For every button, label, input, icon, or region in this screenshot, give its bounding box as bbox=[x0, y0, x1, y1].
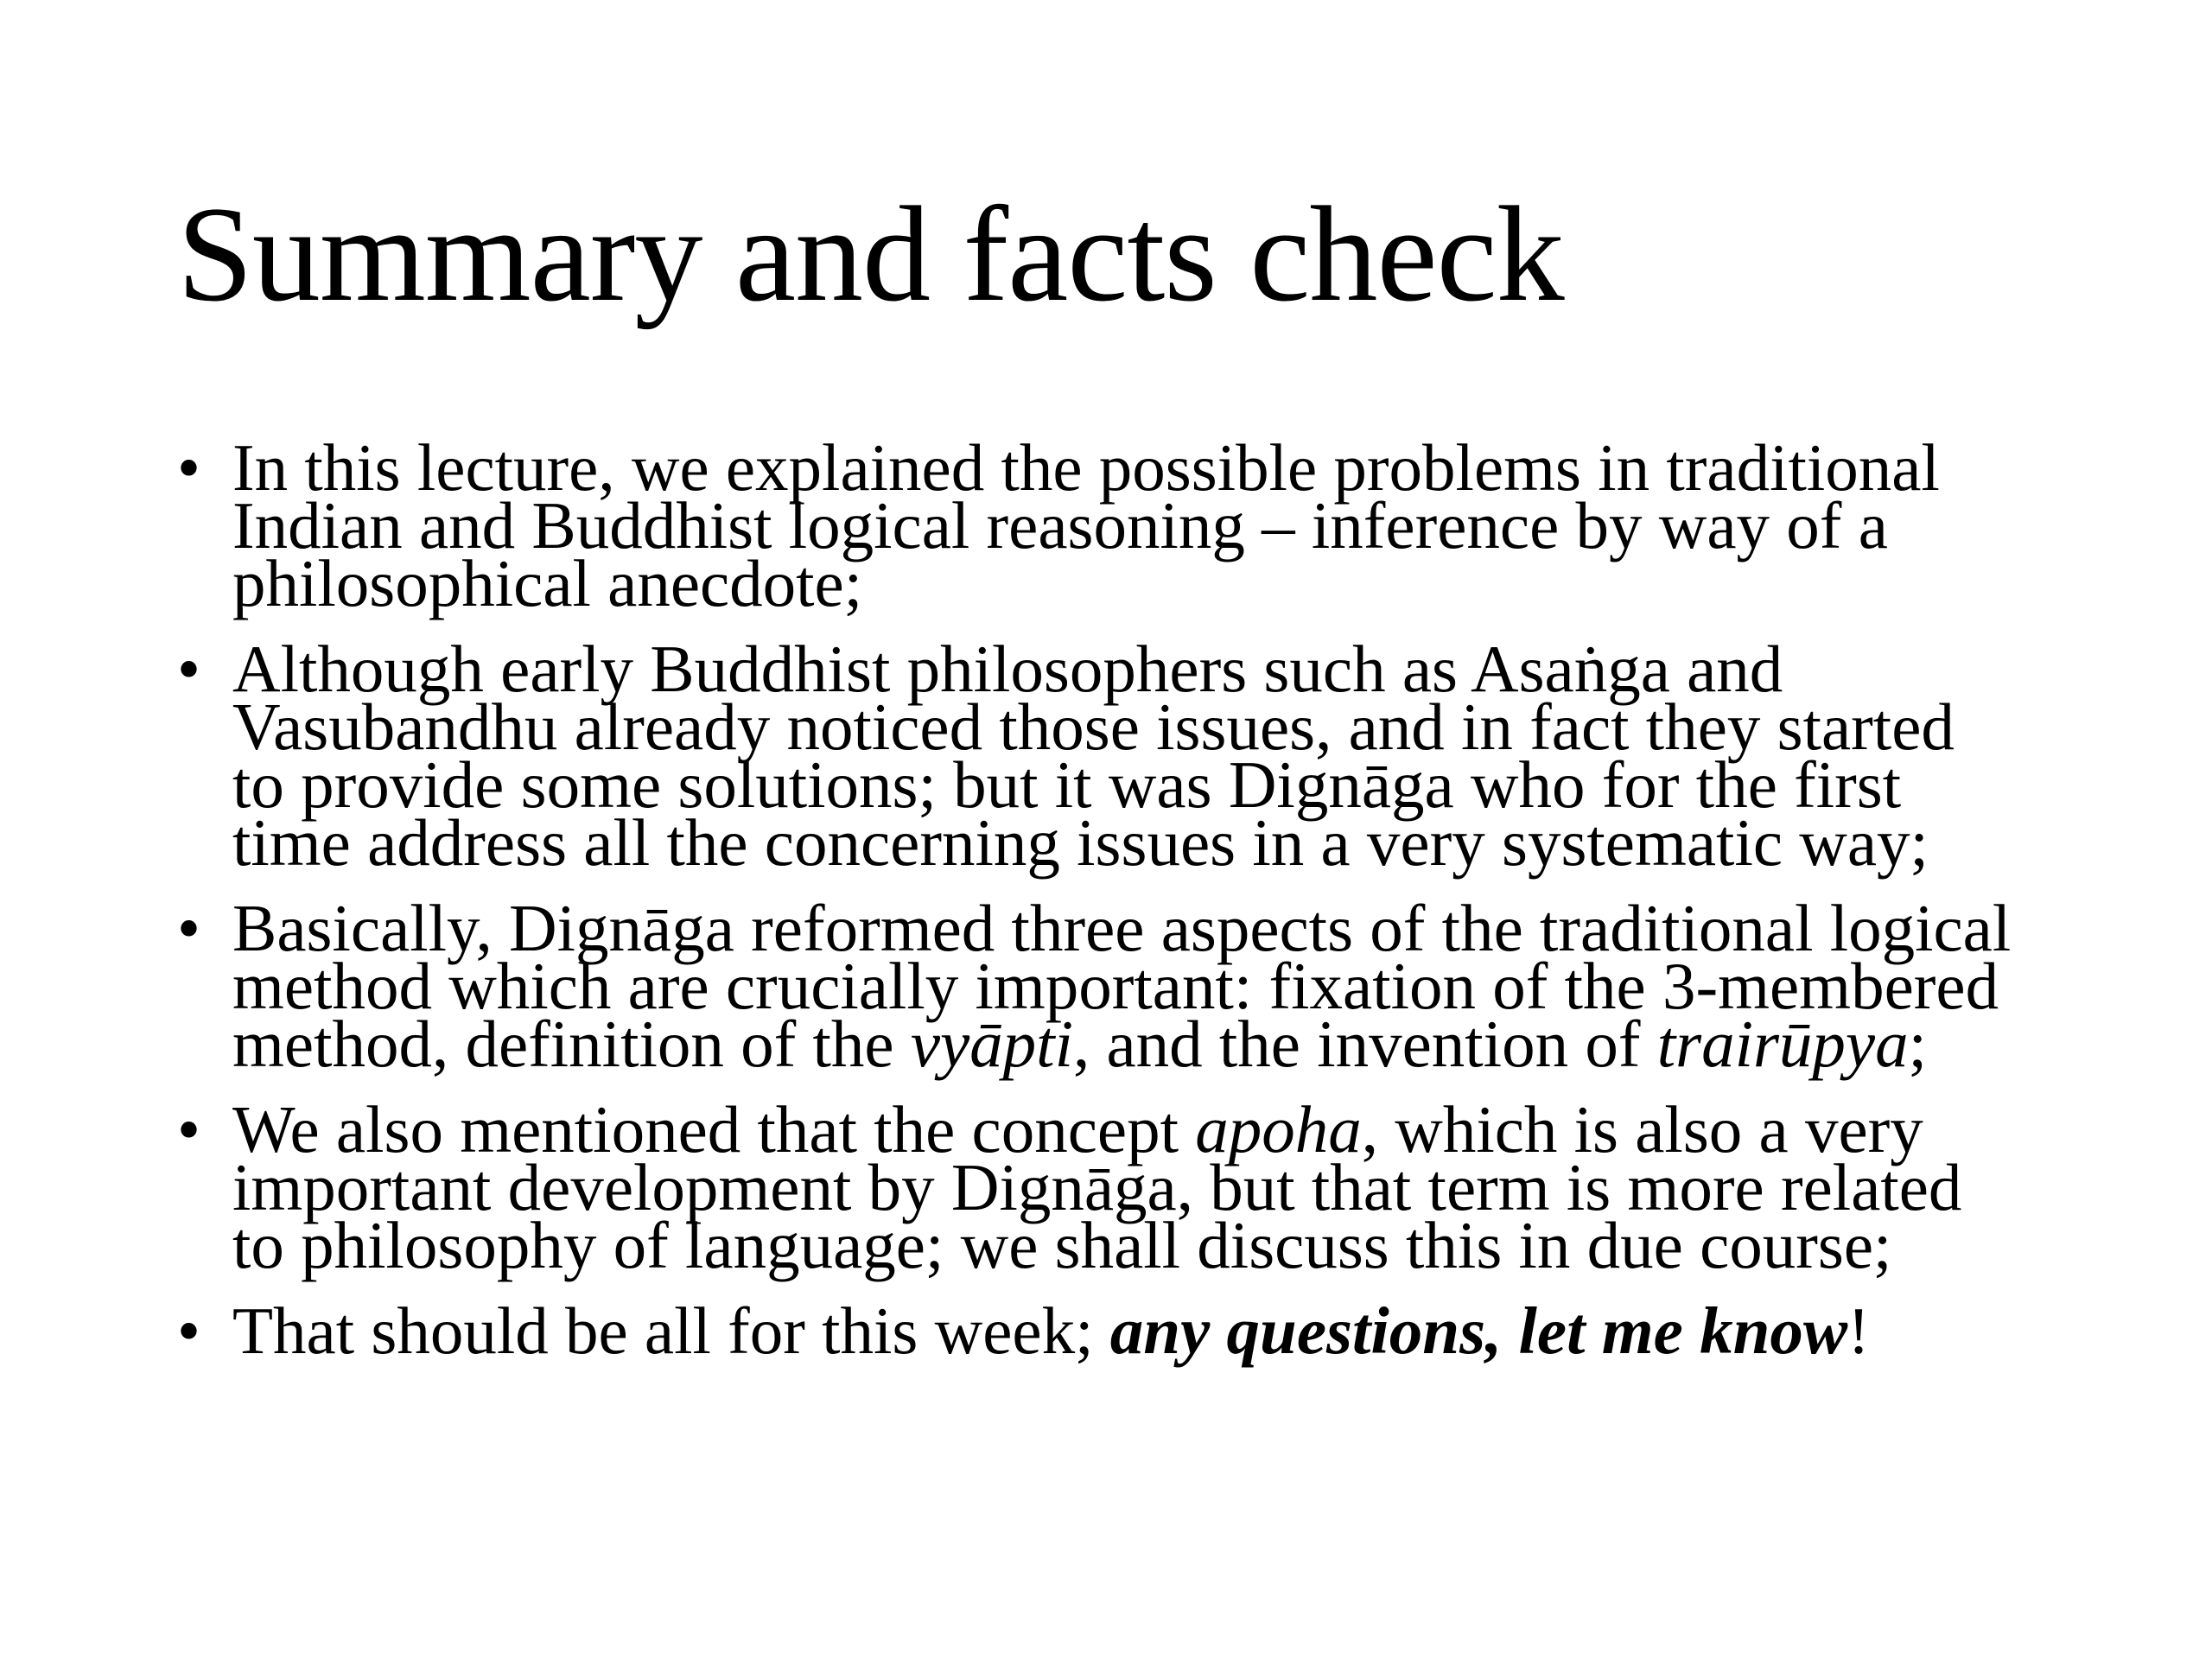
bullet-text: In this lecture, we explained the possible problems in traditional bbox=[232, 430, 1940, 505]
bullet-dot-icon: • bbox=[177, 1092, 200, 1166]
slide-title: Summary and facts check bbox=[177, 179, 1564, 330]
bullet-text: ! bbox=[1847, 1294, 1870, 1368]
bullet-item bbox=[177, 891, 2078, 1081]
italic-term: trairūpya bbox=[1656, 1007, 1909, 1081]
bullet-line bbox=[232, 546, 2078, 620]
bullet-dot-icon: • bbox=[177, 430, 200, 505]
bullet-dot-icon: • bbox=[177, 1294, 200, 1368]
bullet-dot-icon: • bbox=[177, 632, 200, 706]
bullet-line bbox=[232, 805, 2078, 880]
bullet-text: method, definition of the bbox=[232, 1007, 911, 1081]
bullet-line bbox=[232, 1208, 2078, 1282]
bullet-item bbox=[177, 632, 2078, 880]
italic-term: vyāpti bbox=[910, 1007, 1073, 1081]
bullet-text: Basically, Dignāga reformed three aspects of the traditional logical bbox=[232, 891, 2012, 965]
bullet-text: Although early Buddhist philosophers such as Asaṅga and bbox=[232, 632, 1783, 706]
bullet-line bbox=[232, 1007, 2078, 1081]
bullet-text: , which is also a very bbox=[1361, 1092, 1923, 1166]
bullet-list bbox=[177, 430, 2078, 1388]
bullet-item bbox=[177, 1294, 2078, 1368]
bullet-text: , and the invention of bbox=[1072, 1007, 1657, 1081]
bullet-text: Vasubandhu already noticed those issues, and in fact they started bbox=[232, 690, 1955, 764]
bullet-text: to philosophy of language; we shall discuss this in due course; bbox=[232, 1208, 1892, 1282]
bullet-item bbox=[177, 1092, 2078, 1282]
bullet-text: important development by Dignāga, but that term is more related bbox=[232, 1150, 1962, 1224]
bullet-text: Indian and Buddhist logical reasoning – inference by way of a bbox=[232, 488, 1888, 563]
bullet-text: method which are crucially important: fixation of the 3-membered bbox=[232, 949, 1999, 1023]
bullet-text: time address all the concerning issues in a very systematic way; bbox=[232, 805, 1929, 880]
emphasis-text: any questions, let me know bbox=[1109, 1294, 1848, 1368]
bullet-line bbox=[232, 1294, 2078, 1368]
bullet-text: That should be all for this week; bbox=[232, 1294, 1110, 1368]
bullet-text: philosophical anecdote; bbox=[232, 546, 863, 620]
bullet-dot-icon: • bbox=[177, 891, 200, 965]
bullet-item bbox=[177, 430, 2078, 620]
bullet-text: to provide some solutions; but it was Dignāga who for the first bbox=[232, 747, 1902, 822]
bullet-text: We also mentioned that the concept bbox=[232, 1092, 1196, 1166]
bullet-text: ; bbox=[1908, 1007, 1928, 1081]
italic-term: apoha bbox=[1195, 1092, 1362, 1166]
